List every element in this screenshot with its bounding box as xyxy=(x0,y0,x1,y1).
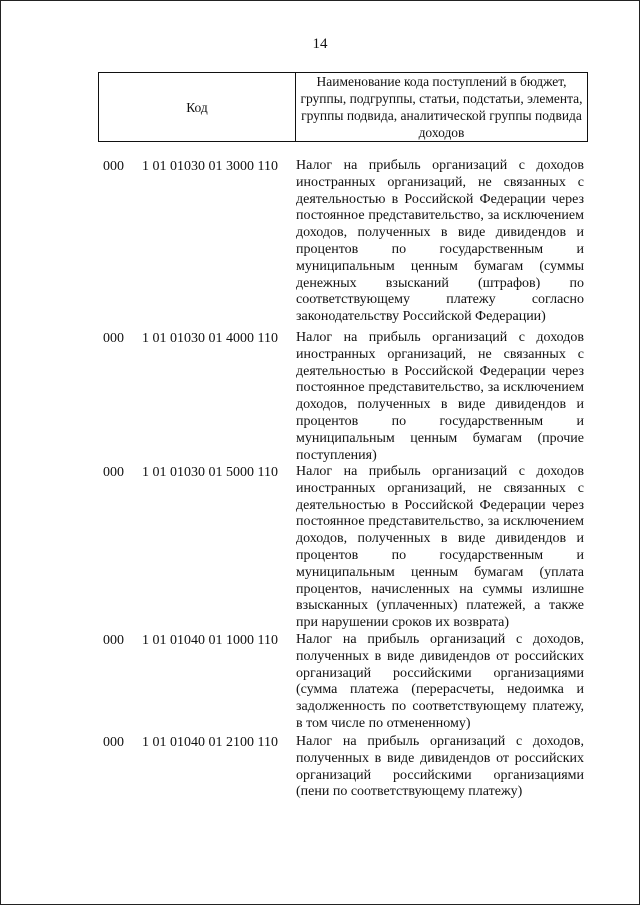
row-prefix: 000 xyxy=(103,735,124,750)
list-item xyxy=(0,464,640,632)
row-prefix: 000 xyxy=(103,465,124,480)
header-row xyxy=(99,73,588,142)
row-description: Налог на прибыль организаций с доходов иностранных организаций, не связанных с деятельностью в Российской Федерации через постоянное представительство, за исключением доходов, полученных в виде дивидендов и процентов по государственным и муниципальным ценным бумагам (уплата процентов, начисленных на суммы излишне взысканных (уплаченных) платежей, а также при нарушении сроков их возврата) xyxy=(296,464,584,631)
row-prefix: 000 xyxy=(103,633,124,648)
code-list xyxy=(0,158,640,804)
row-prefix: 000 xyxy=(103,331,124,346)
row-description: Налог на прибыль организаций с доходов, полученных в виде дивидендов от российских организаций российскими организациями (пени по соответствующему платежу) xyxy=(296,734,584,800)
page-number: 14 xyxy=(312,36,328,52)
row-code: 1 01 01040 01 2100 110 xyxy=(142,735,278,750)
row-code: 1 01 01040 01 1000 110 xyxy=(142,633,278,648)
list-item xyxy=(0,734,640,804)
header-name-cell: Наименование кода поступлений в бюджет, группы, подгруппы, статьи, подстатьи, элемента, группы подвида, аналитической группы подвида доходов xyxy=(296,73,588,142)
header-table xyxy=(98,72,588,142)
row-description: Налог на прибыль организаций с доходов, полученных в виде дивидендов от российских организаций российскими организациями (сумма платежа (перерасчеты, недоимка и задолженность по соответствующему платежу, в том числе по отмененному) xyxy=(296,632,584,731)
row-code: 1 01 01030 01 4000 110 xyxy=(142,331,278,346)
row-code: 1 01 01030 01 3000 110 xyxy=(142,159,278,174)
row-code: 1 01 01030 01 5000 110 xyxy=(142,465,278,480)
header-code-cell: Код xyxy=(99,73,296,142)
row-prefix: 000 xyxy=(103,159,124,174)
row-description: Налог на прибыль организаций с доходов иностранных организаций, не связанных с деятельностью в Российской Федерации через постоянное представительство, за исключением доходов, полученных в виде дивидендов и процентов по государственным и муниципальным ценным бумагам (прочие поступления) xyxy=(296,330,584,463)
row-description: Налог на прибыль организаций с доходов иностранных организаций, не связанных с деятельностью в Российской Федерации через постоянное представительство, за исключением доходов, полученных в виде дивидендов и процентов по государственным и муниципальным ценным бумагам (суммы денежных взысканий (штрафов) по соответствующему платежу согласно законодательству Российской Федерации) xyxy=(296,158,584,325)
list-item xyxy=(0,632,640,734)
list-item xyxy=(0,158,640,330)
list-item xyxy=(0,330,640,464)
